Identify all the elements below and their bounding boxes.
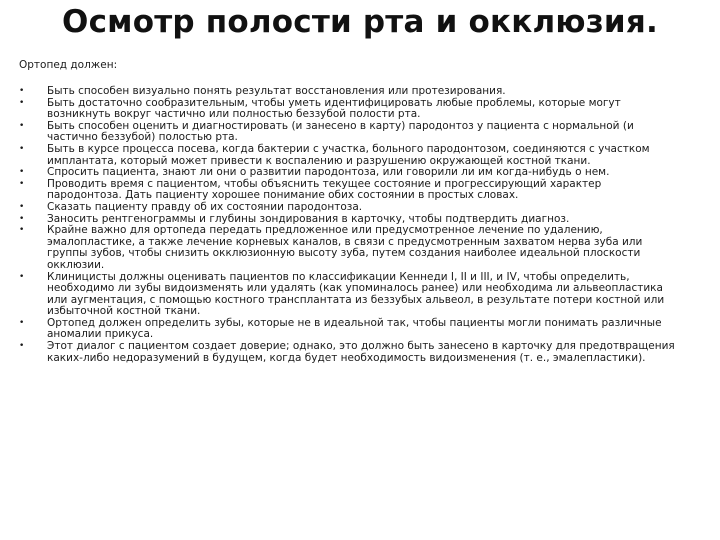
list-item [19, 272, 679, 318]
bullet-list [19, 86, 679, 364]
bullet-icon: • [19, 201, 25, 212]
bullet-icon: • [19, 271, 25, 282]
bullet-icon: • [19, 317, 25, 328]
list-item [19, 318, 679, 341]
list-item [19, 179, 679, 202]
list-item-text: Клиницисты должны оценивать пациентов по классификации Кеннеди I, II и III, и IV, чтобы определить, необходимо ли зубы видоизменять или удалять (как упоминалось ранее) или необходима ли альвеопластика или аугментация, с помощью костного трансплантата из беззубых альвеол, в результате потери костной или избыточной костной ткани. [47, 270, 665, 318]
slide-title: Осмотр полости рта и окклюзия. [62, 4, 658, 40]
list-item [19, 98, 679, 121]
list-item-text: Быть в курсе процесса посева, когда бактерии с участка, больного пародонтозом, соединяются с участком имплантата, который может привести к воспалению и разрушению окружающей костной ткани. [47, 142, 650, 167]
bullet-icon: • [19, 143, 25, 154]
bullet-icon: • [19, 167, 25, 178]
list-item-text: Быть способен визуально понять результат восстановления или протезирования. [47, 85, 506, 97]
bullet-icon: • [19, 341, 25, 352]
bullet-icon: • [19, 225, 25, 236]
list-item-text: Крайне важно для ортопеда передать предложенное или предусмотренное лечение по удалению, эмалопластике, а также лечение корневых каналов, в связи с предусмотренным захватом нерва зуба или группы зубов, чтобы снизить окклюзионную высоту зуба, путем создания наиболее идеальной плоскости окклюзии. [47, 224, 643, 271]
list-item-text: Ортопед должен определить зубы, которые не в идеальной так, чтобы пациенты могли понимать различные аномалии прикуса. [47, 316, 662, 341]
bullet-icon: • [19, 86, 25, 96]
list-item-text: Этот диалог с пациентом создает доверие; однако, это должно быть занесено в карточку для предотвращения каких-либо недоразумений в будущем, когда будет необходимость видоизменения (т. е., эмалепластики). [47, 340, 675, 364]
bullet-icon: • [19, 213, 25, 224]
intro-text: Ортопед должен: [19, 59, 118, 71]
list-item-text: Заносить рентгенограммы и глубины зондирования в карточку, чтобы подтвердить диагноз. [47, 212, 570, 225]
list-item [19, 225, 679, 271]
list-item-text: Сказать пациенту правду об их состоянии пародонтоза. [47, 200, 363, 213]
bullet-icon: • [19, 97, 25, 108]
list-item-text: Быть достаточно сообразительным, чтобы уметь идентифицировать любые проблемы, которые могут возникнуть вокруг частично или полностью беззубой полости рта. [47, 96, 621, 121]
bullet-icon: • [19, 178, 25, 189]
list-item-text: Быть способен оценить и диагностировать (и занесено в карту) пародонтоз у пациента с нормальной (и частично беззубой) полостью рта. [47, 119, 634, 144]
list-item-text: Спросить пациента, знают ли они о развитии пародонтоза, или говорили ли им когда-нибудь о нем. [47, 166, 610, 179]
bullet-icon: • [19, 120, 25, 131]
list-item [19, 144, 679, 167]
list-item [19, 121, 679, 144]
list-item-text: Проводить время с пациентом, чтобы объяснить текущее состояние и прогрессирующий характер пародонтоза. Дать пациенту хорошее понимание обих состоянии в простых словах. [47, 177, 602, 202]
list-item [19, 341, 679, 364]
